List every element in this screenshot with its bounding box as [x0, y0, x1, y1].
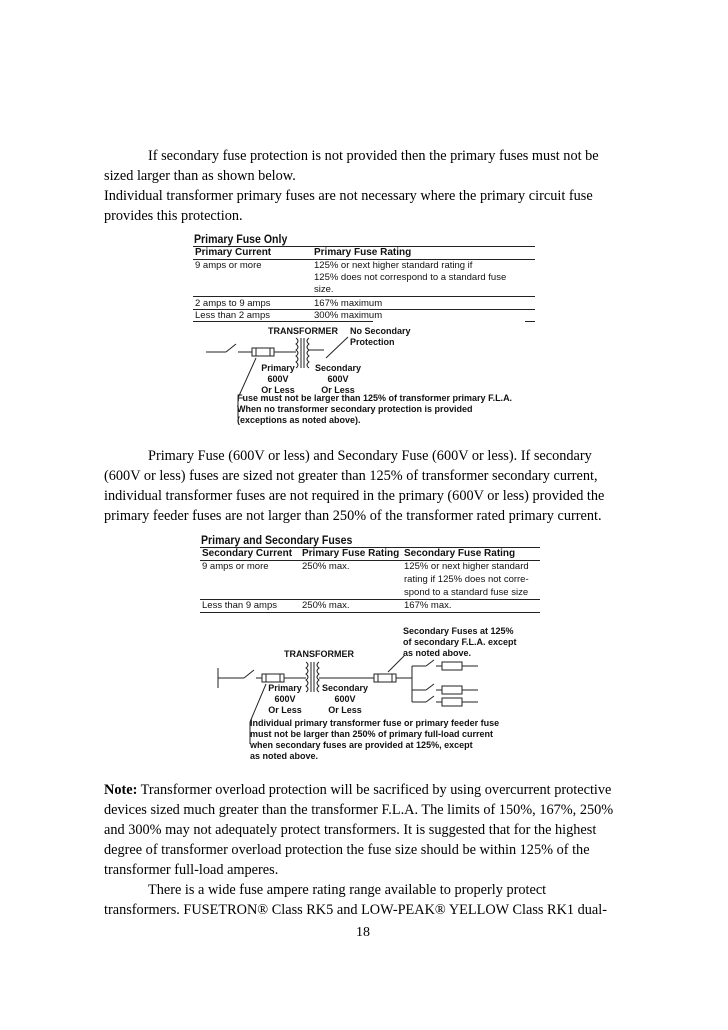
table-cell: 9 amps or more — [202, 561, 269, 572]
primary-label: Primary 600V Or Less — [261, 363, 295, 395]
figure-title: Primary and Secondary Fuses — [201, 533, 353, 547]
table-cell: size. — [314, 284, 334, 295]
branch-fuse-icon — [442, 662, 462, 670]
paragraph-note — [104, 780, 624, 880]
figure-note: Individual primary transformer fuse or primary feeder fuse must not be larger than 250% of primary full-load current when secondary fuses are provided at 125%, except as noted above. — [250, 718, 500, 761]
table-cell: spond to a standard fuse size — [404, 587, 529, 598]
text-line: transformer full-load amperes. — [104, 862, 279, 878]
table-header: Primary Fuse Rating — [314, 247, 412, 258]
circuit-diagram-1 — [206, 337, 348, 418]
primary-fuse-icon — [252, 348, 274, 356]
text-line: degree of transformer overload protection the fuse size should be within 125% of the — [104, 842, 590, 858]
table-cell: 300% maximum — [314, 310, 383, 321]
text-line: provides this protection. — [104, 208, 243, 224]
paragraph-fuse-range — [104, 880, 624, 920]
page-number: 18 — [356, 925, 370, 940]
secondary-coil-icon — [307, 338, 309, 368]
table-header: Primary Current — [195, 247, 272, 258]
table-cell: Less than 2 amps — [195, 310, 270, 321]
table-cell: 9 amps or more — [195, 260, 262, 271]
table-cell: 125% does not correspond to a standard fuse — [314, 272, 507, 283]
transformer-label: TRANSFORMER — [268, 326, 338, 336]
no-secondary-protection-label: No Secondary Protection — [350, 326, 411, 347]
primary-coil-icon — [296, 338, 298, 368]
secondary-label: Secondary 600V Or Less — [314, 363, 362, 395]
table-header: Secondary Fuse Rating — [404, 548, 516, 559]
table-header: Secondary Current — [202, 548, 293, 559]
transformer-label: TRANSFORMER — [284, 649, 354, 659]
text-line: and 300% may not adequately protect transformers. It is suggested that for the highest — [104, 822, 597, 838]
text-line: transformers. FUSETRON® Class RK5 and LOW-PEAK® YELLOW Class RK1 dual- — [104, 902, 608, 918]
text-line: Individual transformer primary fuses are not necessary where the primary circuit fuse — [104, 188, 593, 204]
text-line: Primary Fuse (600V or less) and Secondary Fuse (600V or less). If secondary — [148, 448, 592, 464]
text-line: individual transformer fuses are not required in the primary (600V or less) provided the — [104, 488, 605, 504]
table-cell: 125% or next higher standard rating if — [314, 260, 473, 271]
secondary-fuses-label: Secondary Fuses at 125% of secondary F.L.A. except as noted above. — [403, 626, 517, 658]
branch-fuse-icon — [442, 686, 462, 694]
table-cell: 2 amps to 9 amps — [195, 298, 271, 309]
secondary-coil-icon — [317, 662, 319, 692]
primary-label: Primary 600V Or Less — [268, 683, 302, 715]
figure-note: Fuse must not be larger than 125% of transformer primary F.L.A. When no transformer secondary protection is provided (exceptions as noted above). — [237, 393, 513, 425]
text-line: sized larger than as shown below. — [104, 168, 296, 184]
text-line: Note: Transformer overload protection will be sacrificed by using overcurrent protective — [104, 782, 612, 798]
figure-title: Primary Fuse Only — [194, 232, 288, 246]
text-line: devices sized much greater than the transformer F.L.A. The limits of 150%, 167%, 250% — [104, 802, 614, 818]
text-line: primary feeder fuses are not larger than 250% of the transformer rated primary current. — [104, 508, 602, 524]
text-line: (600V or less) fuses are sized not greater than 125% of transformer secondary current, — [104, 468, 598, 484]
table-header: Primary Fuse Rating — [302, 548, 400, 559]
text-line: There is a wide fuse ampere rating range available to properly protect — [148, 882, 547, 898]
note-label: Note: — [104, 782, 138, 798]
primary-fuse-icon — [262, 674, 284, 682]
table-cell: 167% maximum — [314, 298, 383, 309]
branch-fuse-icon — [442, 698, 462, 706]
table-cell: rating if 125% does not corre- — [404, 574, 529, 585]
primary-coil-icon — [306, 662, 308, 692]
table-cell: Less than 9 amps — [202, 600, 277, 611]
table-cell: 250% max. — [302, 561, 350, 572]
table-cell: 167% max. — [404, 600, 452, 611]
secondary-label: Secondary 600V Or Less — [321, 683, 369, 715]
circuit-diagram-2 — [218, 656, 478, 744]
secondary-fuse-icon — [374, 674, 396, 682]
table-cell: 125% or next higher standard — [404, 561, 529, 572]
table-cell: 250% max. — [302, 600, 350, 611]
text-line: If secondary fuse protection is not provided then the primary fuses must not be — [148, 148, 599, 164]
